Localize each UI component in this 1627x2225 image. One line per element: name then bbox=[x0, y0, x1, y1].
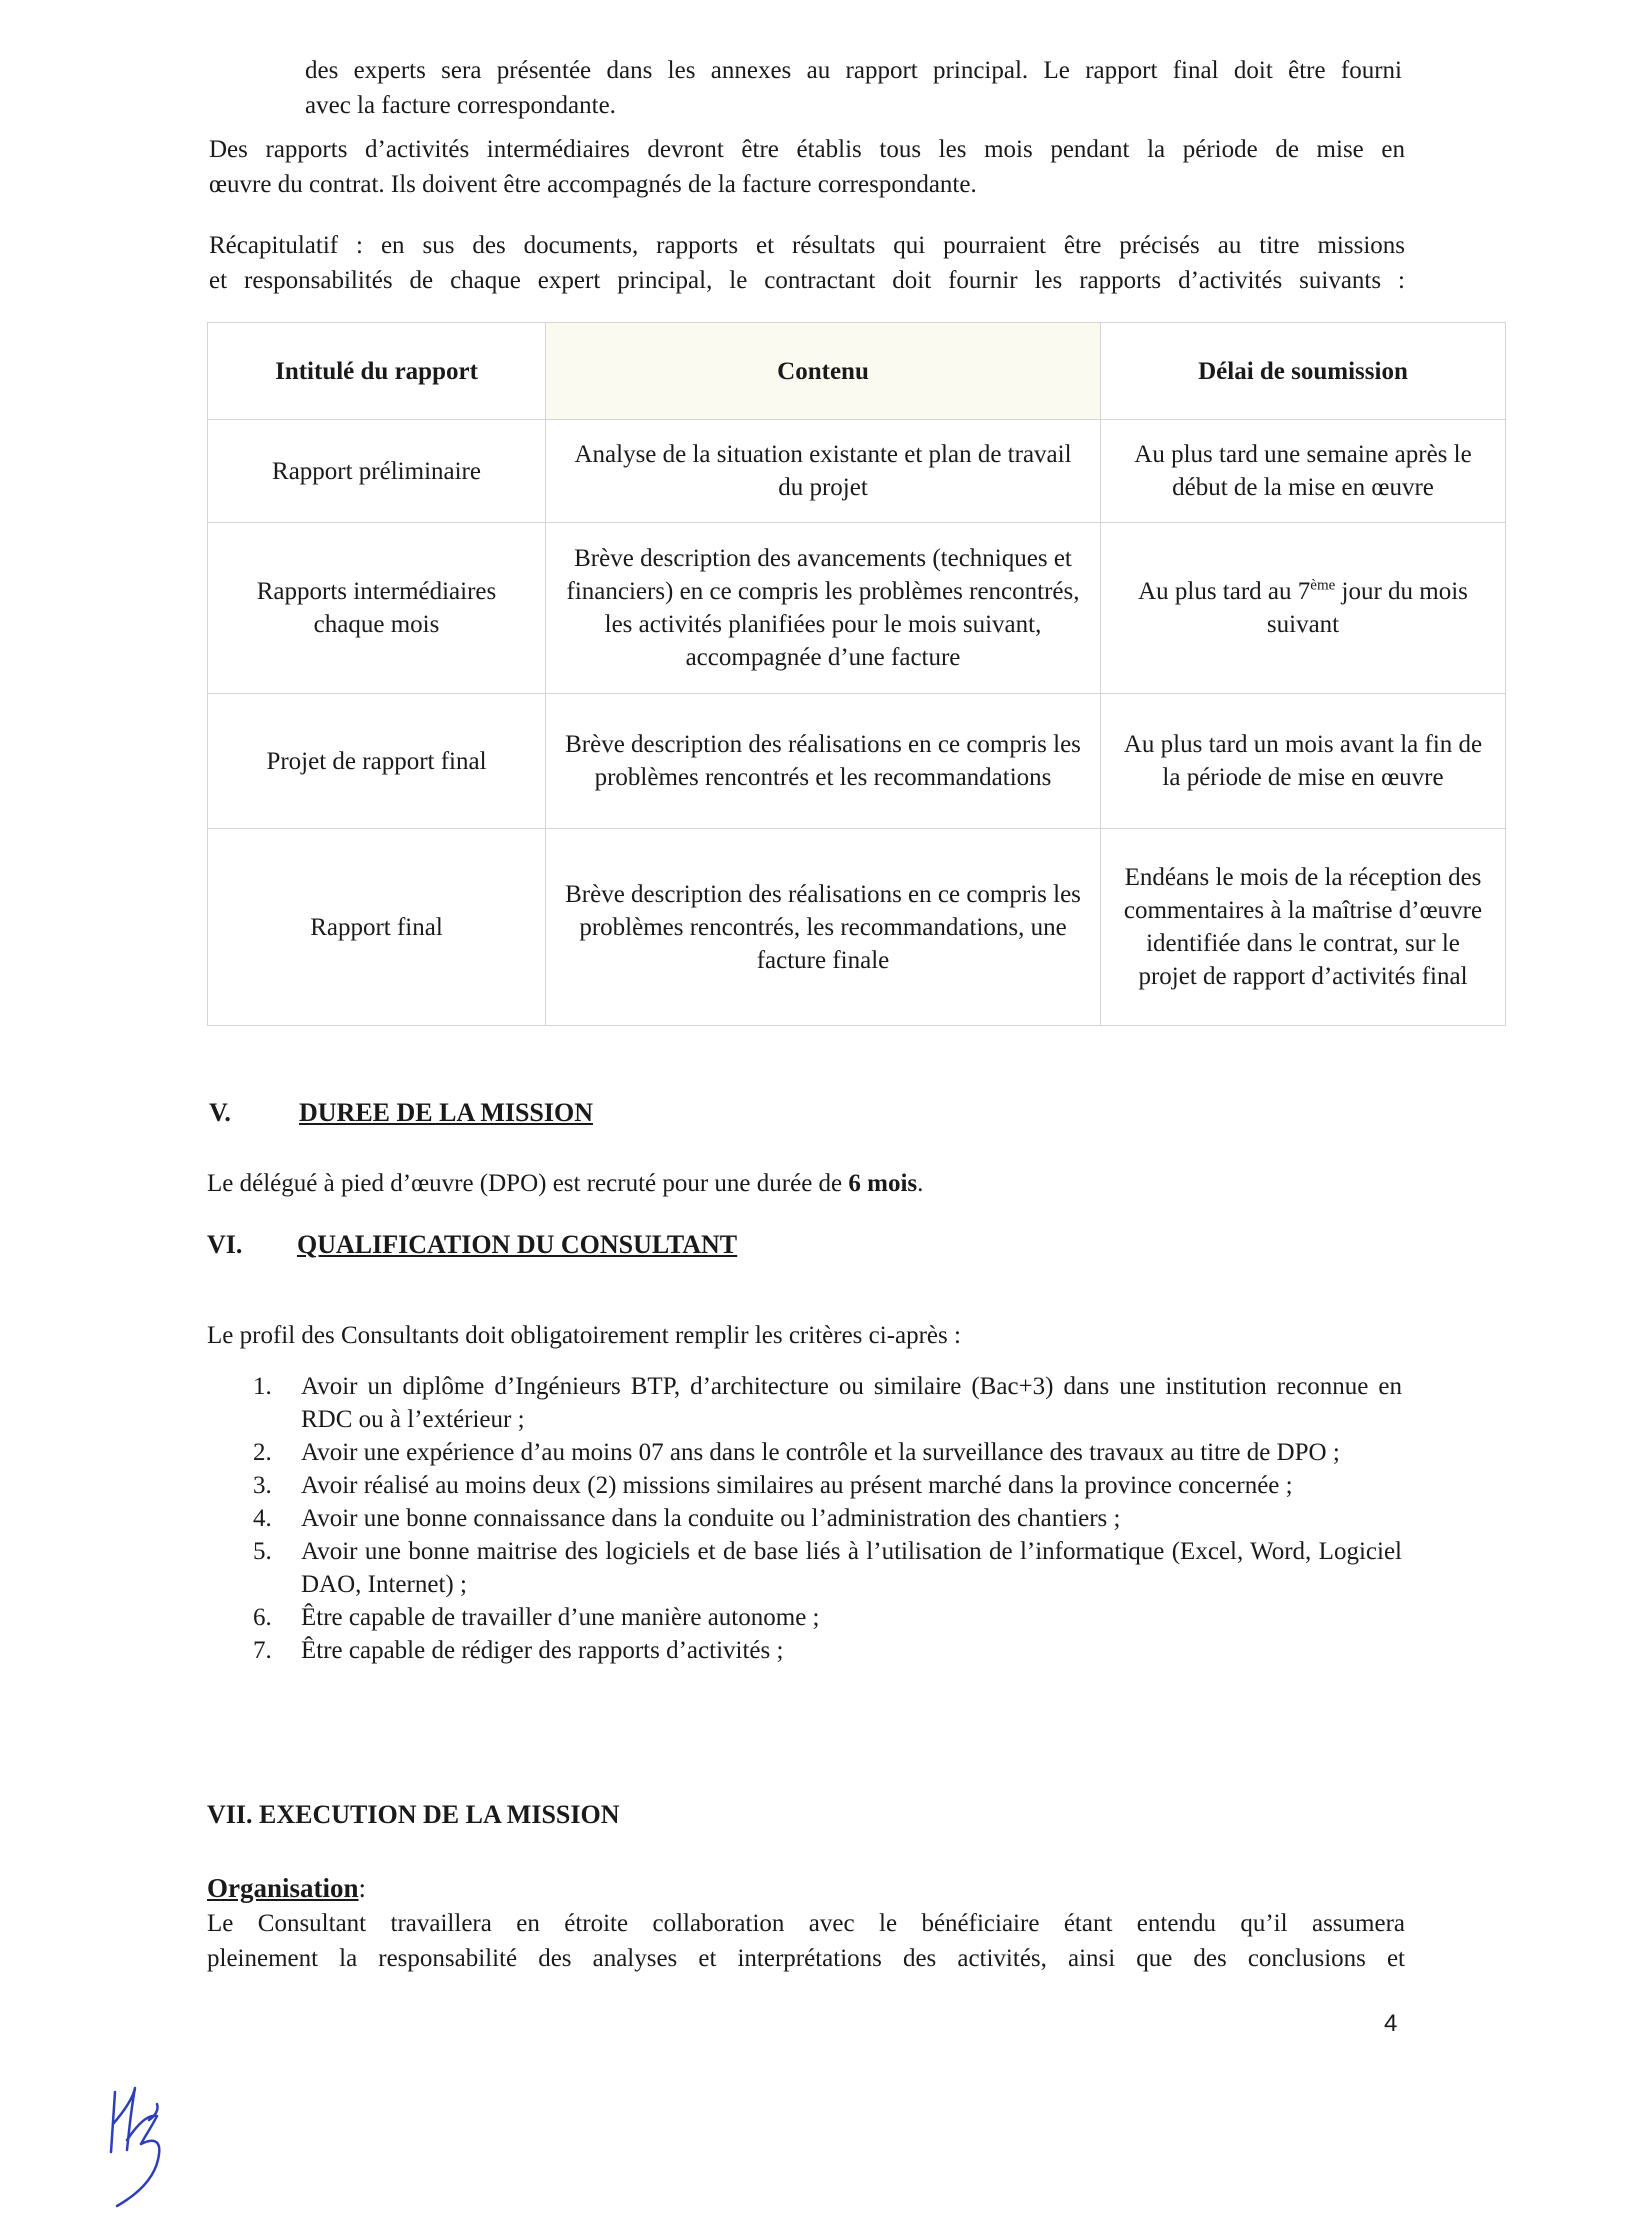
item-text: Avoir un diplôme d’Ingénieurs BTP, d’architecture ou similaire (Bac+3) dans une institution reconnue en RDC ou à l’extérieur ; bbox=[301, 1373, 1402, 1433]
report-deadline-cell: Endéans le mois de la réception des commentaires à la maîtrise d’œuvre identifiée dans le contrat, sur le projet de rapport d’activités final bbox=[1101, 829, 1506, 1026]
deadline-text: Au plus tard au 7 bbox=[1138, 578, 1311, 605]
item-number: 6. bbox=[253, 1604, 272, 1631]
reports-table bbox=[207, 322, 1506, 1026]
page-number: 4 bbox=[1384, 2010, 1398, 2037]
duration-value: 6 mois bbox=[848, 1170, 918, 1197]
header-content: Contenu bbox=[546, 323, 1101, 420]
paragraph-line: Des rapports d’activités intermédiaires devront être établis tous les mois pendant la période de mise en bbox=[209, 136, 1405, 163]
section-vi-heading bbox=[207, 1230, 737, 1260]
report-title-cell: Rapport final bbox=[208, 829, 546, 1026]
criteria-intro: Le profil des Consultants doit obligatoirement remplir les critères ci-après : bbox=[207, 1322, 961, 1349]
item-text: Être capable de rédiger des rapports d’activités ; bbox=[301, 1637, 784, 1664]
subheading-colon: : bbox=[358, 1873, 367, 1903]
duration-text: Le délégué à pied d’œuvre (DPO) est recruté pour une durée de bbox=[207, 1170, 849, 1197]
paragraph-line: Récapitulatif : en sus des documents, rapports et résultats qui pourraient être précisés au titre missions bbox=[209, 232, 1405, 259]
list-item bbox=[230, 1436, 1402, 1469]
deadline-text: jour du mois suivant bbox=[1266, 578, 1468, 638]
report-content-cell: Brève description des réalisations en ce compris les problèmes rencontrés et les recommandations bbox=[546, 694, 1101, 829]
list-item bbox=[230, 1370, 1402, 1436]
item-number: 1. bbox=[253, 1373, 272, 1400]
table-row bbox=[208, 829, 1506, 1026]
organisation-paragraph bbox=[207, 1906, 1405, 1976]
list-item bbox=[230, 1469, 1402, 1502]
report-title-cell: Rapports intermédiaires chaque mois bbox=[208, 523, 546, 694]
signature-icon bbox=[105, 2080, 185, 2210]
criteria-list bbox=[230, 1370, 1402, 1667]
recap-paragraph bbox=[209, 228, 1405, 298]
report-deadline-cell: Au plus tard un mois avant la fin de la période de mise en œuvre bbox=[1101, 694, 1506, 829]
report-deadline-cell bbox=[1101, 523, 1506, 694]
header-report-title: Intitulé du rapport bbox=[208, 323, 546, 420]
intro-line: avec la facture correspondante. bbox=[305, 92, 616, 119]
item-text: Avoir une bonne maitrise des logiciels et de base liés à l’utilisation de l’informatique (Excel, Word, Logiciel DAO, Internet) ; bbox=[301, 1538, 1402, 1598]
table-row bbox=[208, 420, 1506, 523]
duration-text-end: . bbox=[917, 1170, 924, 1197]
subheading-text: Organisation bbox=[207, 1873, 359, 1903]
section-v-heading bbox=[209, 1098, 593, 1128]
item-number: 7. bbox=[253, 1637, 272, 1664]
table-row bbox=[208, 523, 1506, 694]
section-title: QUALIFICATION DU CONSULTANT bbox=[297, 1230, 738, 1259]
paragraph-line: Le Consultant travaillera en étroite collaboration avec le bénéficiaire étant entendu qu’il assumera bbox=[207, 1910, 1405, 1937]
paragraph-line: œuvre du contrat. Ils doivent être accompagnés de la facture correspondante. bbox=[209, 171, 977, 198]
section-number: VI. bbox=[207, 1230, 243, 1259]
ordinal-superscript: ème bbox=[1310, 577, 1336, 594]
list-item bbox=[230, 1535, 1402, 1601]
paragraph-line: et responsabilités de chaque expert principal, le contractant doit fournir les rapports d’activités suivants : bbox=[209, 267, 1405, 294]
list-item bbox=[230, 1634, 1402, 1667]
item-number: 4. bbox=[253, 1505, 272, 1532]
item-text: Être capable de travailler d’une manière autonome ; bbox=[301, 1604, 820, 1631]
item-number: 3. bbox=[253, 1472, 272, 1499]
list-item bbox=[230, 1601, 1402, 1634]
report-content-cell: Brève description des réalisations en ce compris les problèmes rencontrés, les recommandations, une facture finale bbox=[546, 829, 1101, 1026]
report-content-cell: Brève description des avancements (techniques et financiers) en ce compris les problèmes rencontrés, les activités planifiées pour le mois suivant, accompagnée d’une facture bbox=[546, 523, 1101, 694]
report-title-cell: Rapport préliminaire bbox=[208, 420, 546, 523]
item-text: Avoir réalisé au moins deux (2) missions similaires au présent marché dans la province concernée ; bbox=[301, 1472, 1293, 1499]
report-title-cell: Projet de rapport final bbox=[208, 694, 546, 829]
section-title: DUREE DE LA MISSION bbox=[299, 1098, 594, 1127]
table-header-row bbox=[208, 323, 1506, 420]
section-vii-heading: VII. EXECUTION DE LA MISSION bbox=[207, 1800, 620, 1829]
intro-line: des experts sera présentée dans les annexes au rapport principal. Le rapport final doit être fourni bbox=[305, 57, 1402, 84]
item-text: Avoir une bonne connaissance dans la conduite ou l’administration des chantiers ; bbox=[301, 1505, 1121, 1532]
paragraph-line: pleinement la responsabilité des analyses et interprétations des activités, ainsi que des conclusions et bbox=[207, 1945, 1405, 1972]
organisation-subheading bbox=[207, 1873, 366, 1904]
list-item bbox=[230, 1502, 1402, 1535]
intro-paragraph bbox=[305, 53, 1402, 123]
table-row bbox=[208, 694, 1506, 829]
monthly-reports-paragraph bbox=[209, 132, 1405, 202]
header-deadline: Délai de soumission bbox=[1101, 323, 1506, 420]
item-text: Avoir une expérience d’au moins 07 ans dans le contrôle et la surveillance des travaux au titre de DPO ; bbox=[301, 1439, 1340, 1466]
duration-paragraph bbox=[207, 1166, 923, 1201]
item-number: 5. bbox=[253, 1538, 272, 1565]
section-number: V. bbox=[209, 1098, 231, 1127]
report-deadline-cell: Au plus tard une semaine après le début de la mise en œuvre bbox=[1101, 420, 1506, 523]
report-content-cell: Analyse de la situation existante et plan de travail du projet bbox=[546, 420, 1101, 523]
item-number: 2. bbox=[253, 1439, 272, 1466]
